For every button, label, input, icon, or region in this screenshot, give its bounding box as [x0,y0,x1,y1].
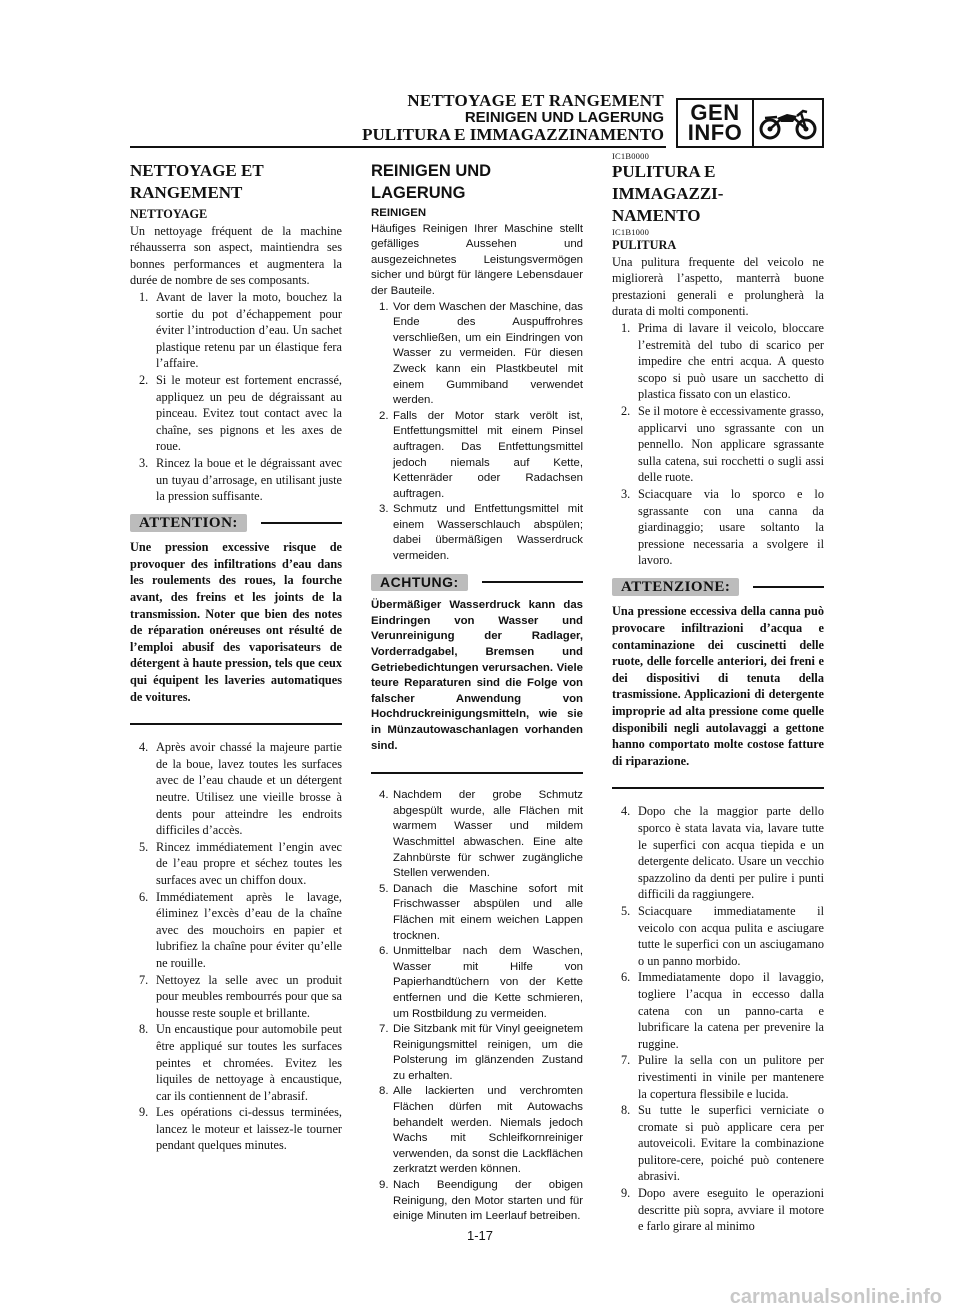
section-heading-de: REINIGEN UND LAGERUNG [371,162,492,202]
list-item: 6. Immediatamente dopo il lavaggio, togliere l’acqua in eccesso dalla catena con un panno-carta e lubrificare la catena per prevenire la ruggine. [621,970,824,1051]
steps-list-it-b [612,803,824,1234]
list-item: 5. Sciacquare immediatamente il veicolo con acqua pulita e asciugare tutte le superfici con un asciugamano o un panno morbido. [621,903,824,968]
warning-text-de: Übermäßiger Wasserdruck kann das Eindringen von Wasser und Verunreinigung der Radlager, Vorderradgabel, Bremsen und Getriebedichtungen verursachen. Viele teure Reparaturen sind die Folge von falscher Anwendung von Hochdruckreinigungsmitteln, wie sie in Münzautowaschanlagen vorhanden sind. [371,599,583,752]
list-item: 6. Immédiatement après le lavage, éliminez l’excès d’eau de la chaîne avec des mouchoirs en papier et lubrifiez la chaîne pour éviter qu’elle ne rouille. [139,889,342,970]
list-item: 5. Danach die Maschine sofort mit Frischwasser abspülen und alle Flächen mit einem weichen Lappen trocknen. [379,882,583,942]
info-label: INFO [687,120,743,145]
subsection-code: IC1B1000 [612,227,650,237]
list-item: 1. Avant de laver la moto, bouchez la sortie du pot d’échappement pour éviter l’introduction d’eau. Un sachet plastique retenu par un élastique fera l’affaire. [139,289,342,371]
gen-info-badge [676,98,824,148]
motorcycle-icon [754,100,822,146]
steps-list-de-a [371,300,583,565]
list-item: 4. Nachdem der grobe Schmutz abgespült wurde, alle Flächen mit warmem Wasser und mildem Waschmittel abwaschen. Eine alte Zahnbürste für schwer zugängliche Stellen verwenden. [379,789,583,880]
column-french [130,160,342,1154]
list-item: 8. Alle lackierten und verchromten Flächen dürfen mit Autowachs behandelt werden. Niemals jedoch Wachs mit Schleifkornreiniger verwenden, da sonst die Lackflächen zerkratzt werden können. [379,1085,583,1176]
column-italian [612,151,824,1235]
section-heading-it: PULITURA E IMMAGAZZI- NAMENTO [612,162,724,225]
attention-label-it: ATTENZIONE: [612,578,739,597]
list-item: 2. Se il motore è eccessivamente grasso, applicarvi uno sgrassante con un pennello. Non applicare sgrassante sulla catena, sui rocchetti o sugli assi delle ruote. [621,403,824,485]
header-titles [362,92,664,143]
gen-label: GEN [690,100,740,125]
list-item: 7. Pulire la sella con un pulitore per rivestimenti in vinile per mantenere la copertura flessibile e lucida. [621,1053,824,1101]
steps-list-it-a [612,320,824,569]
list-item: 3. Schmutz und Entfettungsmittel mit einem Wasserschlauch abspülen; dabei übermäßigen Wasserdruck vermeiden. [379,503,583,563]
warning-end-rule [371,772,583,774]
list-item: 1. Prima di lavare il veicolo, bloccare l’estremità del tubo di scarico per impedire che entri acqua. A questo scopo si può usare un sacchetto di plastica fissato con un elastico. [621,320,824,402]
list-item: 6. Unmittelbar nach dem Waschen, Wasser mit Hilfe von Papierhandtüchern von der Kette entfernen und die Kette schmieren, um Rostbildung zu vermeiden. [379,945,583,1020]
attention-header-it [612,578,824,597]
page-number: 1-17 [466,1228,494,1243]
warning-text-it: Una pressione eccessiva della canna può provocare infiltrazioni d’acqua e contaminazione dei cuscinetti delle ruote, delle forcelle anteriori, dei freni e dei dispositivi di tenuta della trasmissione. Applicazioni di detergente improprie ad alta pressione come quelle disponibili negli autolavaggi a gettone hanno comportato molte costose fatture di riparazione. [612,604,824,768]
list-item: 9. Nach Beendigung der obigen Reinigung, den Motor starten und für einige Minuten im Leerlauf betreiben. [379,1179,583,1223]
steps-list-fr-b [130,739,342,1154]
list-item: 8. Un encaustique pour automobile peut être appliqué sur toutes les surfaces peintes et chromées. Evitez les liquiles de nettoyage à encaustique, car ils contiennent de l’abrasif. [139,1022,342,1103]
warning-end-rule [612,787,824,789]
list-item: 2. Si le moteur est fortement encrassé, appliquez un peu de dégraissant au pinceau. Evitez tout contact avec la chaîne, ses pignons et les axes de roue. [139,372,342,454]
attention-header-de [371,574,583,592]
warning-text-fr: Une pression excessive risque de provoquer des infiltrations d’eau dans les roulements des roues, la fourche avant, des freins et les joints de la transmission. Noter que bien des notes de réparation onéreuses ont résulté de l’emploi abusif des vaporisateurs de détergent à haute pression, tels que ceux qui équipent les laveries automatiques de voitures. [130,540,342,704]
list-item: 4. Après avoir chassé la majeure partie de la boue, lavez toutes les surfaces avec de l’eau chaude et un détergent neutre. Utilisez une vieille brosse à dents pour atteindre les endroits difficiles d’accès. [139,740,342,838]
list-item: 1. Vor dem Waschen der Maschine, das Ende des Auspuffrohres verschließen, um ein Eindringen von Wasser zu vermeiden. Für diesen Zweck kann ein Plastkbeutel mit einem Gummiband verwendet werden. [379,300,583,407]
list-item: 4. Dopo che la maggior parte dello sporco è stata lavata via, lavare tutte le superfici con acqua tiepida e un detergente delicato. Usare un vecchio spazzolino da denti per pulire i punti difficili da raggiungere. [621,804,824,902]
list-item: 3. Rincez la boue et le dégraissant avec un tuyau d’arrosage, en utilisant juste la pression suffisante. [139,455,342,504]
subheading-fr: NETTOYAGE [130,207,208,221]
warning-end-rule [130,723,342,725]
list-item: 8. Su tutte le superfici verniciate o cromate si può applicare cera per autoveicoli. Evitare la combinazione pulitore-cere, poiché può contenere abrasivi. [621,1103,824,1184]
list-item: 3. Sciacquare via lo sporco e lo sgrassante con una canna da giardinaggio; usare soltanto la pressione necessaria a svolgere il lavoro. [621,486,824,568]
subheading-it: PULITURA [612,238,677,252]
list-item: 7. Die Sitzbank mit für Vinyl geeignetem Reinigungsmittel reinigen, um die Polsterung im glänzenden Zustand zu erhalten. [379,1023,583,1082]
column-german [371,160,583,1225]
intro-paragraph-de: Häufiges Reinigen Ihrer Maschine stellt gefälliges Aussehen und ausgezeichnetes Leistungsvermögen sicher und bürgt für längere Lebensdauer der Bauteile. [371,222,583,297]
gen-info-label [678,100,754,146]
list-item: 5. Rincez immédiatement l’engin avec de l’eau propre et séchez toutes les surfaces avec un chiffon doux. [139,839,342,887]
subheading-de: REINIGEN [371,207,427,219]
list-item: 9. Les opérations ci-dessus terminées, lancez le moteur et laissez-le tourner pendant quelques minutes. [139,1105,342,1153]
intro-paragraph-it: Una pulitura frequente del veicolo ne migliorerà l’aspetto, manterrà buone prestazioni generali e prolungherà la durata di molti componenti. [612,254,824,319]
watermark-text: carmanualsonline.info [729,1286,942,1308]
list-item: 2. Falls der Motor stark verölt ist, Entfettungsmittel mit einem Pinsel auftragen. Das Entfettungsmittel jedoch niemals auf Kette, Kettenräder oder Radachsen auftragen. [379,409,583,500]
attention-label-de: ACHTUNG: [371,574,468,592]
list-item: 9. Dopo avere eseguito le operazioni descritte più sopra, avviare il motore e farlo girare al minimo [621,1186,824,1234]
intro-paragraph-fr: Un nettoyage fréquent de la machine réhausserra son aspect, maintiendra ses bonnes performances et augmentera la durée de nombre de ses composants. [130,223,342,288]
attention-label-fr: ATTENTION: [130,514,247,533]
header-divider [130,146,666,148]
header-title-de: REINIGEN UND LAGERUNG [464,109,664,126]
section-code: IC1B0000 [612,151,650,161]
section-heading-fr: NETTOYAGE ET RANGEMENT [130,161,264,202]
steps-list-fr-a [130,289,342,505]
attention-header-fr [130,514,342,533]
steps-list-de-b [371,788,583,1225]
header-title-it: PULITURA E IMMAGAZZINAMENTO [362,125,664,144]
header-title-fr: NETTOYAGE ET RANGEMENT [407,91,664,110]
list-item: 7. Nettoyez la selle avec un produit pour meubles rembourrés pour que sa housse reste souple et brillante. [139,972,342,1020]
